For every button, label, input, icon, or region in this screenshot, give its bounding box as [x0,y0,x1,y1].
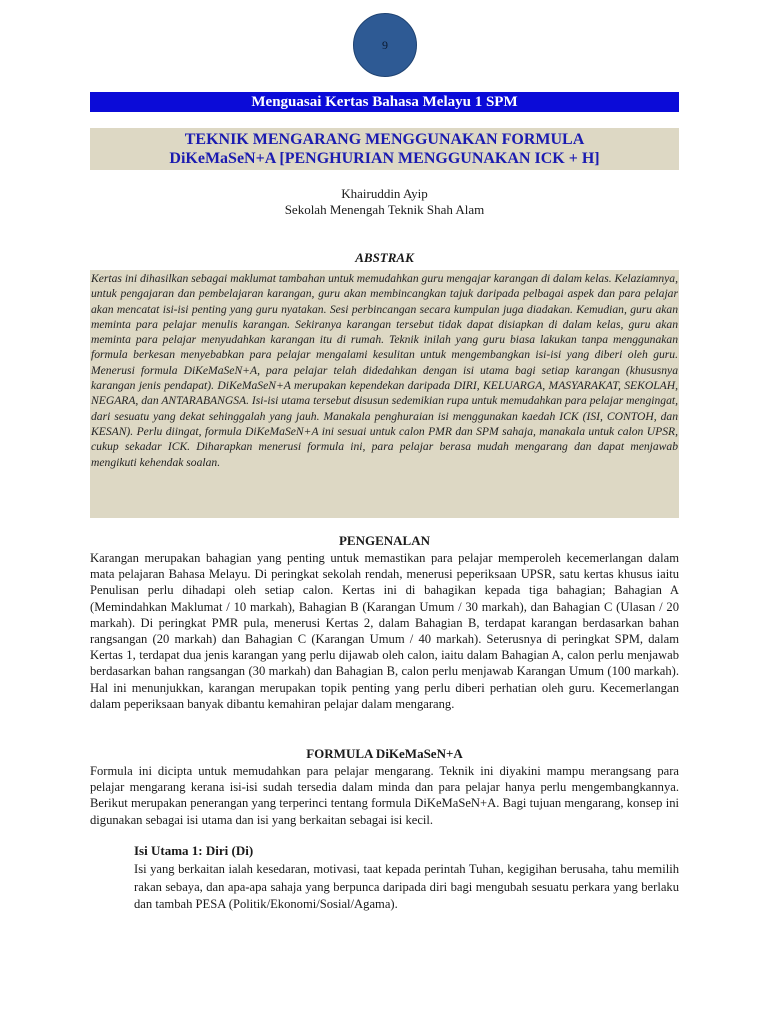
page-number-badge [353,13,417,77]
author-name: Khairuddin Ayip [341,186,428,201]
abstrak-heading: ABSTRAK [355,250,414,265]
author-school: Sekolah Menengah Teknik Shah Alam [284,202,485,217]
isi-utama-1-heading: Isi Utama 1: Diri (Di) [134,843,254,858]
formula-heading: FORMULA DiKeMaSeN+A [306,746,463,761]
abstrak-body: Kertas ini dihasilkan sebagai maklumat tambahan untuk memudahkan guru mengajar karangan di dalam kelas. Kelaziamnya, untuk pengajaran dan pembelajaran karangan, guru akan membincangkan tajuk daripada pelbagai aspek dan para pelajar akan mencatat isi-isi penting yang guru nyatakan. Sesi perbincangan secara kumpulan juga diadakan. Kemudian, guru akan meminta para pelajar menulis karangan. Sekiranya karangan tersebut tidak dapat disiapkan di dalam kelas, guru akan meminta para pelajar menyudahkan karangan itu di rumah. Teknik inilah yang guru biasa lakukan tanpa menggunakan formula berkesan menyebabkan para pelajar mengalami kesulitan untuk mengembangkan isi-isi yang diberi oleh guru. Menerusi formula DiKeMaSeN+A, para pelajar telah didedahkan dengan isi utama bagi setiap karangan (khususnya karangan jenis pendapat). DiKeMaSeN+A merupakan kependekan daripada DIRI, KELUARGA, MASYARAKAT, SEKOLAH, NEGARA, dan ANTARABANGSA. Isi-isi utama tersebut disusun sedemikian rupa untuk memudahkan para pelajar mengingat, dari sesuatu yang dekat sehinggalah yang jauh. Manakala penghuraian isi menggunakan kaedah ICK (ISI, CONTOH, dan KESAN). Perlu diingat, formula DiKeMaSeN+A ini sesuai untuk calon PMR dan SPM sahaja, manakala untuk calon UPSR, cukup sekadar ICK. Diharapkan menerusi formula ini, para pelajar berasa mudah mengarang dan dapat menjawab mengikuti kehendak soalan. [90,270,679,518]
formula-paragraph: Formula ini dicipta untuk memudahkan para pelajar mengarang. Teknik ini diyakini mampu merangsang para pelajar mengarang kerana isi-isi sudah tersedia dalam minda dan para pelajar hanya perlu mengembangkannya. Berikut merupakan penerangan yang terperinci tentang formula DiKeMaSeN+A. Bagi tujuan mengarang, konsep ini digunakan sebagai isi utama dan isi yang berkaitan sebagai isi kecil. [90,764,679,827]
pengenalan-heading: PENGENALAN [338,533,430,548]
title-line-2: DiKeMaSeN+A [PENGHURIAN MENGGUNAKAN ICK + H] [169,150,600,167]
title-line-1: TEKNIK MENGARANG MENGGUNAKAN FORMULA [184,131,585,148]
author-block [90,186,679,218]
page-number: 9 [382,37,388,52]
header-banner [90,92,679,112]
pengenalan-paragraph: Karangan merupakan bahagian yang penting untuk memastikan para pelajar memperoleh kecemerlangan dalam mata pelajaran Bahasa Melayu. Di peringkat sekolah rendah, menerusi peperiksaan UPSR, satu kertas khusus iaitu Penulisan perlu dihadapi oleh setiap calon. Kertas ini di bahagikan kepada tiga bahagian; Bahagian A (Memindahkan Maklumat / 10 markah), Bahagian B (Karangan Umum / 30 markah), dan Bahagian C (Ulasan / 20 markah). Di peringkat PMR pula, menerusi Kertas 2, dalam Bahagian B, terdapat karangan berdasarkan bahan rangsangan (20 markah) dan Bahagian C (Karangan Umum / 40 markah). Seterusnya di peringkat SPM, dalam Kertas 1, terdapat dua jenis karangan yang perlu dijawab oleh calon, iaitu dalam Bahagian A, calon perlu menjawab berdasarkan bahan rangsangan (30 markah) dan Bahagian B, calon perlu menjawab Karangan Umum (100 markah). Hal ini menunjukkan, karangan merupakan topik penting yang perlu diberi perhatian oleh guru. Kecemerlangan dalam peperiksaan banyak dibantu kemahiran pelajar dalam mengarang. [90,551,679,711]
banner-title: Menguasai Kertas Bahasa Melayu 1 SPM [251,94,518,110]
document-title [90,128,679,170]
isi-utama-1-paragraph: Isi yang berkaitan ialah kesedaran, motivasi, taat kepada perintah Tuhan, kegigihan berusaha, tahu memilih rakan sebaya, dan apa-apa sahaja yang berpunca daripada diri bagi mengubah sesuatu perkara yang berlaku dan tambah PESA (Politik/Ekonomi/Sosial/Agama). [134,862,679,911]
